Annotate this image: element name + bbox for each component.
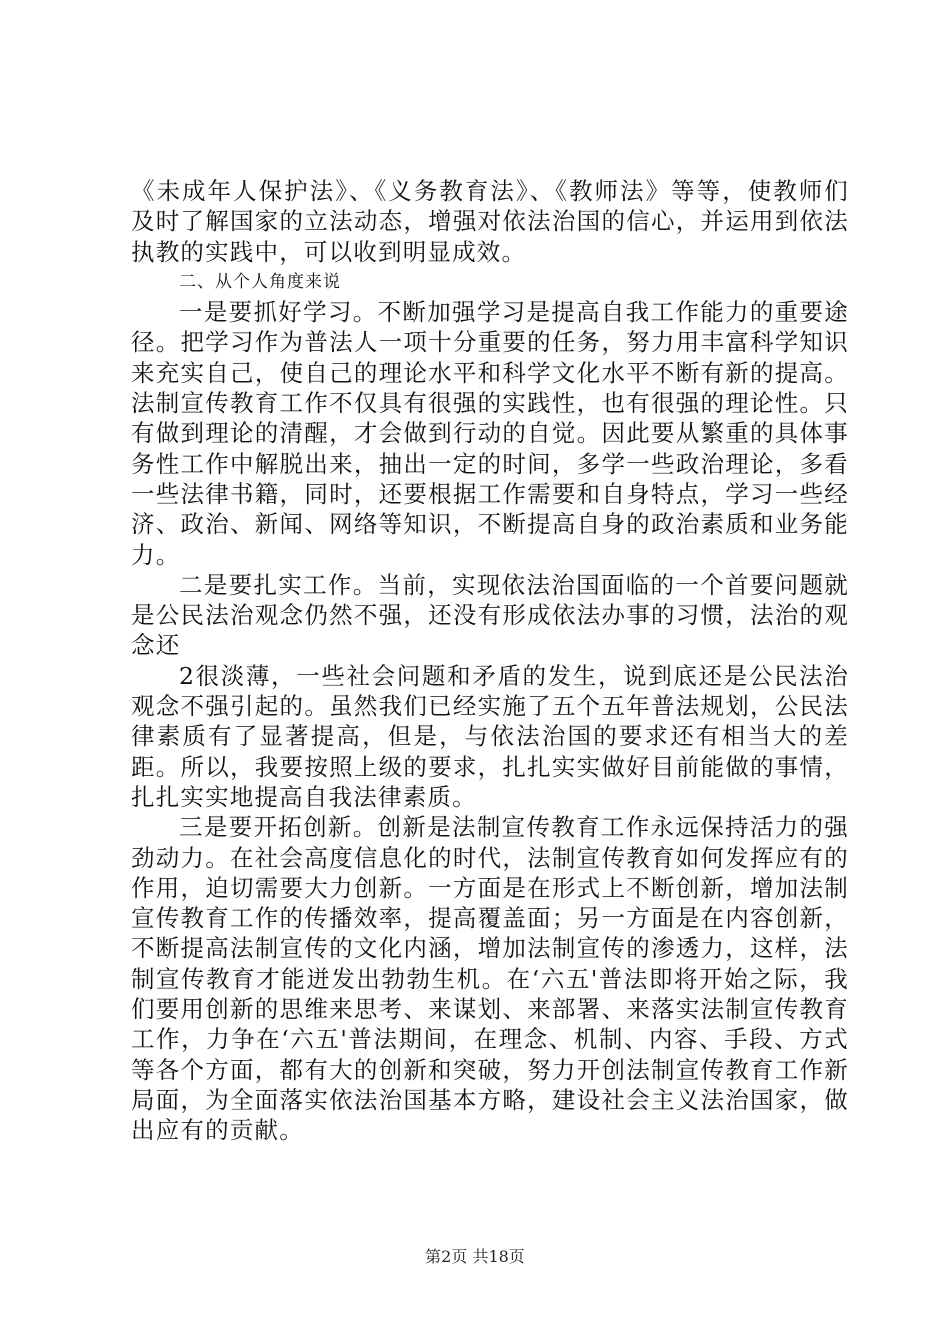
section-heading: 二、从个人角度来说 [179, 271, 341, 292]
document-body [131, 176, 849, 1146]
paragraph-awareness: 2很淡薄，一些社会问题和矛盾的发生，说到底还是公民法治观念不强引起的。虽然我们已经实施了五个五年普法规划，公民法律素质有了显著提高，但是，与依法治国的要求还有相当大的差距。所以，我要按照上级的要求，扎扎实实做好目前能做的事情，扎扎实实地提高自我法律素质。 [131, 661, 849, 811]
paragraph-study: 一是要抓好学习。不断加强学习是提高自我工作能力的重要途径。把学习作为普法人一项十分重要的任务，努力用丰富科学知识来充实自己，使自己的理论水平和科学文化水平不断有新的提高。法制宣传教育工作不仅具有很强的实践性，也有很强的理论性。只有做到理论的清醒，才会做到行动的自觉。因此要从繁重的具体事务性工作中解脱出来，抽出一定的时间，多学一些政治理论，多看一些法律书籍，同时，还要根据工作需要和自身特点，学习一些经济、政治、新闻、网络等知识，不断提高自身的政治素质和业务能力。 [131, 298, 849, 569]
paragraph-continued: 《未成年人保护法》、《义务教育法》、《教师法》等等，使教师们及时了解国家的立法动态，增强对依法治国的信心，并运用到依法执教的实践中，可以收到明显成效。 [131, 177, 849, 266]
paragraph-innovation: 三是要开拓创新。创新是法制宣传教育工作永远保持活力的强劲动力。在社会高度信息化的时代，法制宣传教育如何发挥应有的作用，迫切需要大力创新。一方面是在形式上不断创新，增加法制宣传教育工作的传播效率，提高覆盖面；另一方面是在内容创新，不断提高法制宣传的文化内涵，增加法制宣传的渗透力，这样，法制宣传教育才能迸发出勃勃生机。在‘六五'普法即将开始之际，我们要用创新的思维来思考、来谋划、来部署、来落实法制宣传教育工作，力争在‘六五'普法期间，在理念、机制、内容、手段、方式等各个方面，都有大的创新和突破，努力开创法制宣传教育工作新局面，为全面落实依法治国基本方略，建设社会主义法治国家，做出应有的贡献。 [131, 813, 849, 1145]
paragraph-work: 二是要扎实工作。当前，实现依法治国面临的一个首要问题就是公民法治观念仍然不强，还没有形成依法办事的习惯，法治的观念还 [131, 570, 849, 660]
page-number-footer: 第2页 共18页 [425, 1247, 525, 1266]
